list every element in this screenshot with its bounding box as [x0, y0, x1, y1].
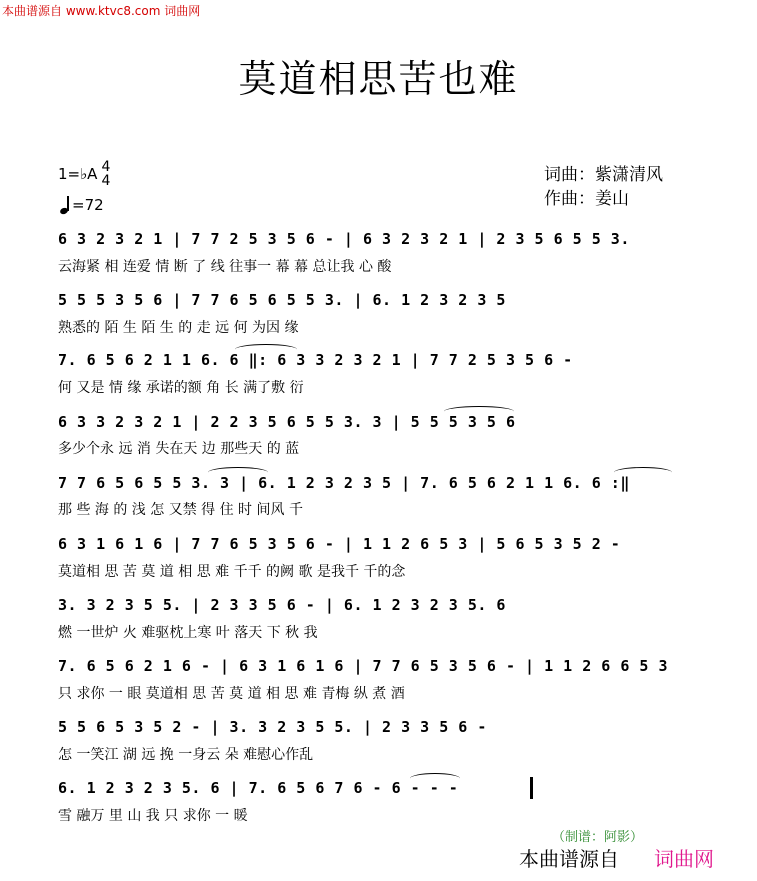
score-notes-row: 6 3 2 3 2 1 | 7 7 2 5 3 5 6 - | 6 3 2 3 2 1 | 2 3 5 6 5 5 3.: [58, 230, 630, 248]
tempo-value: =72: [72, 196, 104, 214]
score-lyrics-row: 熟悉的 陌 生 陌 生 的 走 远 何 为因 缘: [58, 320, 299, 336]
composer-credit: 作曲：姜山: [544, 189, 629, 209]
score-lyrics-row: 雪 融万 里 山 我 只 求你 一 暖: [58, 808, 248, 824]
page-title: 莫道相思苦也难: [238, 57, 519, 101]
score-lyrics-row: 只 求你 一 眼 莫道相 思 苦 莫 道 相 思 难 青梅 纵 煮 酒: [58, 686, 405, 702]
quarter-note-icon: [60, 196, 70, 214]
slur-mark: [614, 467, 672, 478]
key-signature: [58, 160, 110, 188]
score-lyrics-row: 何 又是 情 缘 承诺的额 角 长 满了敷 衍: [58, 380, 304, 396]
site-header[interactable]: 本曲谱源自 www.ktvc8.com 词曲网: [2, 4, 201, 18]
score-notes-row: 5 5 6 5 3 5 2 - | 3. 3 2 3 5 5. | 2 3 3 5 6 -: [58, 718, 487, 736]
slur-mark: [235, 344, 297, 355]
score-lyrics-row: 莫道相 思 苦 莫 道 相 思 难 千千 的阙 歌 是我千 千的念: [58, 564, 406, 580]
score-notes-row: 7 7 6 5 6 5 5 3. 3 | 6. 1 2 3 2 3 5 | 7. 6 5 6 2 1 1 6. 6 :‖: [58, 474, 630, 492]
tempo-marking: [60, 196, 104, 214]
score-notes-row: 7. 6 5 6 2 1 6 - | 6 3 1 6 1 6 | 7 7 6 5 3 5 6 - | 1 1 2 6 6 5 3: [58, 657, 668, 675]
score-notes-row: 6 3 3 2 3 2 1 | 2 2 3 5 6 5 5 3. 3 | 5 5 5 3 5 6: [58, 413, 516, 431]
key-label: 1=♭A: [58, 165, 98, 183]
score-lyrics-row: 云海紧 相 连爱 情 断 了 线 往事一 幕 幕 总让我 心 酸: [58, 259, 392, 275]
score-lyrics-row: 那 些 海 的 浅 怎 又禁 得 住 时 间风 千: [58, 502, 303, 518]
score-lyrics-row: 怎 一笑江 湖 远 挽 一身云 朵 难慰心作乱: [58, 747, 314, 763]
producer-credit: （制谱：阿影）: [552, 830, 644, 845]
score-notes-row: 7. 6 5 6 2 1 1 6. 6 ‖: 6 3 3 2 3 2 1 | 7 7 2 5 3 5 6 -: [58, 351, 573, 369]
score-lyrics-row: 燃 一世炉 火 难驱枕上寒 叶 落天 下 秋 我: [58, 625, 318, 641]
time-signature: [101, 160, 110, 188]
score-notes-row: 6. 1 2 3 2 3 5. 6 | 7. 6 5 6 7 6 - 6 - - -: [58, 779, 459, 797]
score-lyrics-row: 多少个永 远 消 失在天 边 那些天 的 蓝: [58, 441, 300, 457]
score-notes-row: 6 3 1 6 1 6 | 7 7 6 5 3 5 6 - | 1 1 2 6 5 3 | 5 6 5 3 5 2 -: [58, 535, 621, 553]
footer-site-link[interactable]: 词曲网: [654, 847, 714, 871]
score-notes-row: 3. 3 2 3 5 5. | 2 3 3 5 6 - | 6. 1 2 3 2 3 5. 6: [58, 596, 506, 614]
time-signature-bottom: 4: [101, 173, 111, 189]
time-signature-top: 4: [101, 159, 111, 175]
footer-source-label: 本曲谱源自: [519, 847, 619, 871]
score-notes-row: 5 5 5 3 5 6 | 7 7 6 5 6 5 5 3. | 6. 1 2 3 2 3 5: [58, 291, 506, 309]
slur-mark: [444, 406, 514, 417]
slur-mark: [410, 773, 460, 784]
final-barline: [530, 777, 533, 799]
lyricist-credit: 词曲：紫潇清风: [544, 165, 663, 185]
slur-mark: [208, 467, 268, 478]
